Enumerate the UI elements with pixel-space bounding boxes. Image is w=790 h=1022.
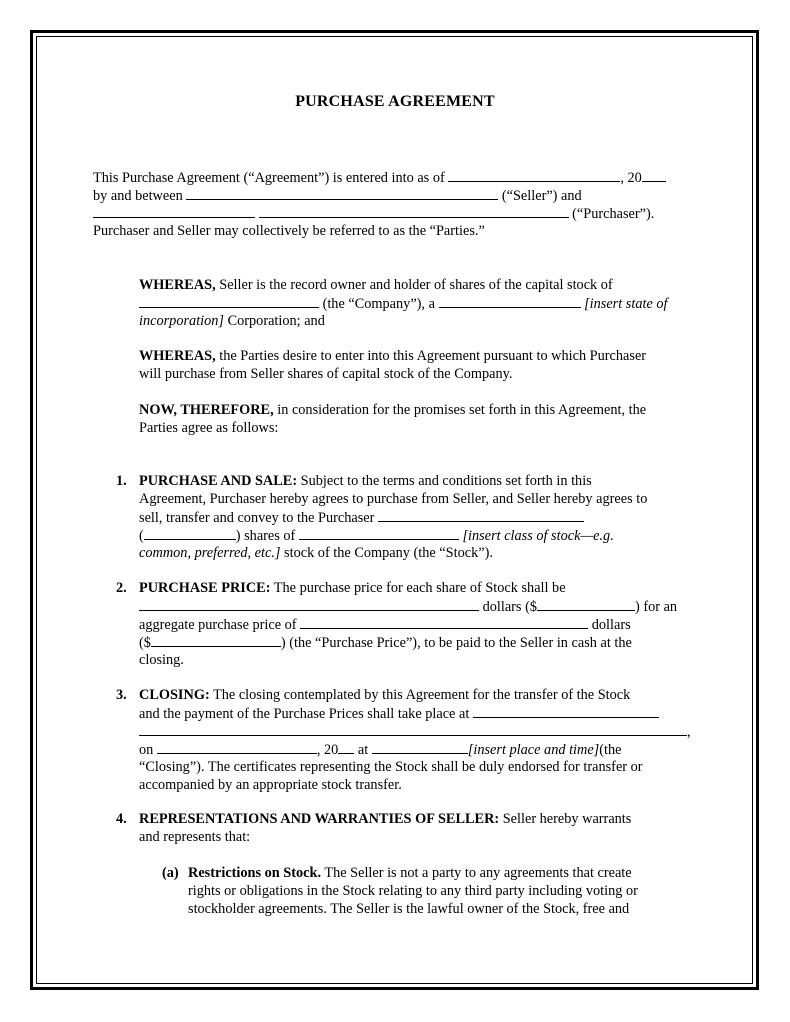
section-purchase-price: PURCHASE PRICE: The purchase price for each share of Stock shall be dollars ($ ) for an aggregate purchase price of dollars ($ ) (the “Purchase Price”), to be paid to the Seller in cash at the closing. bbox=[139, 580, 678, 668]
price-per-share-number-blank bbox=[537, 597, 635, 611]
section-3-number: 3. bbox=[116, 687, 127, 703]
whereas-paragraph-2: WHEREAS, the Parties desire to enter into this Agreement pursuant to which Purchaser will purchase from Seller shares of capital stock of the Company. bbox=[139, 348, 647, 382]
closing-place-blank-2 bbox=[139, 722, 687, 736]
price-per-share-words-blank bbox=[139, 597, 479, 611]
section-purchase-and-sale: PURCHASE AND SALE: Subject to the terms and conditions set forth in this Agreement, Purchaser hereby agrees to purchase from Seller, and Seller hereby agrees to sell, transfer and convey to the Purchaser ( ) shares of [insert class of stock—e.g. common, preferred, etc.] stock of the Company (the “Stock”). bbox=[139, 473, 648, 561]
closing-year-blank bbox=[338, 740, 354, 754]
subsection-a-number: (a) bbox=[162, 865, 179, 881]
section-representations-and-warranties: REPRESENTATIONS AND WARRANTIES OF SELLER: Seller hereby warrants and represents that: bbox=[139, 811, 632, 845]
closing-place-blank-1 bbox=[473, 704, 659, 718]
purchaser-name-blank-1 bbox=[93, 204, 255, 218]
state-of-incorporation-blank bbox=[439, 294, 581, 308]
section-1-number: 1. bbox=[116, 473, 127, 489]
aggregate-price-number-blank bbox=[151, 633, 281, 647]
intro-paragraph: This Purchase Agreement (“Agreement”) is entered into as of , 20 by and between (“Seller”) and (“Purchaser”). Purchaser and Seller may collectively be referred to as the “Parties.” bbox=[93, 168, 666, 240]
stock-class-blank bbox=[299, 526, 459, 540]
aggregate-price-words-blank bbox=[300, 615, 588, 629]
section-4-number: 4. bbox=[116, 811, 127, 827]
section-closing: CLOSING: The closing contemplated by this Agreement for the transfer of the Stock and the payment of the Purchase Prices shall take place at , on , 20 at [insert place and time](the “Closing”). The certificates representing the Stock shall be duly endorsed for transfer or accompanied by an appropriate stock transfer. bbox=[139, 687, 691, 793]
section-2-number: 2. bbox=[116, 580, 127, 596]
seller-name-blank bbox=[186, 186, 498, 200]
purchaser-name-blank-2 bbox=[259, 204, 569, 218]
closing-time-blank bbox=[372, 740, 468, 754]
now-therefore-paragraph: NOW, THEREFORE, in consideration for the promises set forth in this Agreement, the Parties agree as follows: bbox=[139, 402, 647, 436]
closing-date-blank bbox=[157, 740, 317, 754]
subsection-restrictions-on-stock: Restrictions on Stock. The Seller is not a party to any agreements that create rights or obligations in the Stock relating to any third party including voting or stockholder agreements. The Seller is the lawful owner of the Stock, free and bbox=[188, 865, 638, 917]
agreement-year-blank bbox=[642, 168, 666, 182]
agreement-date-blank bbox=[448, 168, 620, 182]
whereas-paragraph-1: WHEREAS, Seller is the record owner and holder of shares of the capital stock of (the “Company”), a [insert state of incorporation] Corporation; and bbox=[139, 277, 668, 329]
share-count-words-blank bbox=[378, 508, 584, 522]
share-count-number-blank bbox=[144, 526, 236, 540]
document-title: PURCHASE AGREEMENT bbox=[295, 93, 495, 110]
company-name-blank bbox=[139, 294, 319, 308]
